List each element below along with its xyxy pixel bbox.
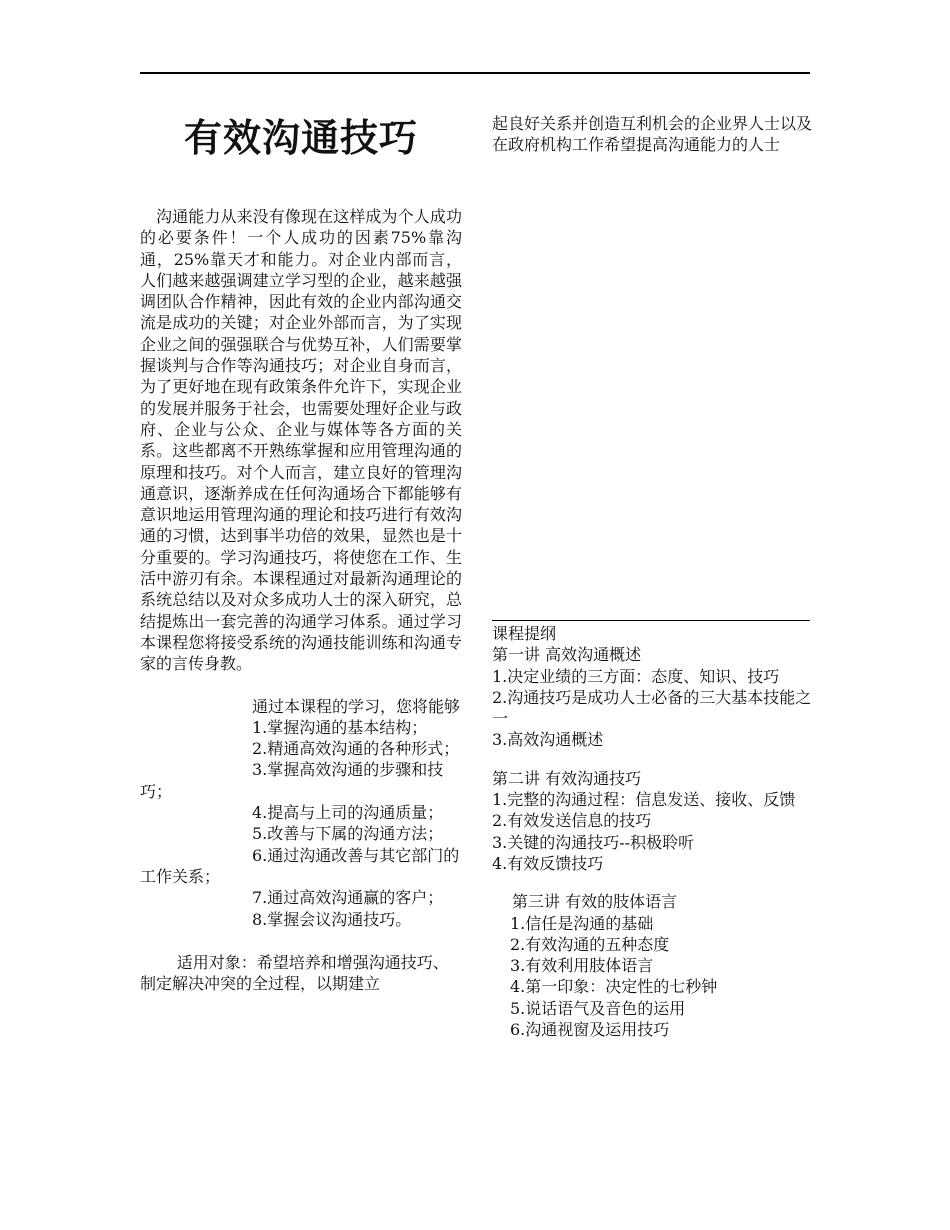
lecture-2-title: 第二讲 有效沟通技巧 <box>492 768 642 788</box>
lecture-3-item: 6.沟通视窗及运用技巧 <box>510 1020 670 1040</box>
learning-item: 2.精通高效沟通的各种形式； <box>252 739 460 759</box>
audience-paragraph: 适用对象：希望培养和增强沟通技巧、制定解决冲突的全过程，以期建立 <box>140 952 449 994</box>
lecture-3-item: 3.有效利用肢体语言 <box>510 956 654 976</box>
lecture-2-item: 4.有效反馈技巧 <box>492 853 604 873</box>
lecture-2-item: 2.有效发送信息的技巧 <box>492 811 652 831</box>
lecture-3-item: 4.第一印象：决定性的七秒钟 <box>510 977 718 997</box>
learning-item: 7.通过高效沟通赢的客户； <box>252 888 444 908</box>
document-title: 有效沟通技巧 <box>183 116 418 160</box>
learning-item: 8.掌握会议沟通技巧。 <box>252 909 412 929</box>
learning-outcomes <box>140 696 462 930</box>
header-rule <box>140 72 810 74</box>
learning-item: 1.掌握沟通的基本结构； <box>252 717 428 737</box>
lecture-1-item: 3.高效沟通概述 <box>492 730 604 750</box>
audience-paragraph-continued: 起良好关系并创造互利机会的企业界人士以及在政府机构工作希望提高沟通能力的人士 <box>492 114 813 155</box>
learning-item: 5.改善与下属的沟通方法； <box>252 824 444 844</box>
learning-item: 4.提高与上司的沟通质量； <box>252 803 444 823</box>
learning-intro: 通过本课程的学习，您将能够 <box>252 696 461 716</box>
lecture-3-item: 2.有效沟通的五种态度 <box>510 934 670 954</box>
outline-heading: 课程提纲 <box>492 624 557 643</box>
learning-item: 3.掌握高效沟通的步骤和技巧； <box>140 760 444 801</box>
learning-item: 6.通过沟通改善与其它部门的工作关系； <box>140 845 460 886</box>
left-column <box>140 110 462 994</box>
lecture-3-item: 5.说话语气及音色的运用 <box>510 998 686 1018</box>
lecture-1-item: 1.决定业绩的三方面：态度、知识、技巧 <box>492 666 780 686</box>
lecture-2-item: 3.关键的沟通技巧--积极聆听 <box>492 832 695 852</box>
outline-rule <box>492 620 810 621</box>
right-column-top <box>492 113 812 156</box>
lecture-3-title: 第三讲 有效的肢体语言 <box>512 892 678 912</box>
lecture-3-item: 1.信任是沟通的基础 <box>510 913 654 933</box>
lecture-1-title: 第一讲 高效沟通概述 <box>492 645 642 665</box>
lecture-1-item: 2.沟通技巧是成功人士必备的三大基本技能之一 <box>492 687 812 729</box>
course-outline <box>492 623 812 1040</box>
lecture-2-item: 1.完整的沟通过程：信息发送、接收、反馈 <box>492 790 796 810</box>
intro-paragraph: 沟通能力从来没有像现在这样成为个人成功的必要条件！一个人成功的因素75%靠沟通，25%靠天才和能力。对企业内部而言，人们越来越强调建立学习型的企业，越来越强调团队合作精神，因此有效的企业内部沟通交流是成功的关键；对企业外部而言，为了实现企业之间的强强联合与优势互补，人们需要掌握谈判与合作等沟通技巧；对企业自身而言，为了更好地在现有政策条件允许下，实现企业的发展并服务于社会，也需要处理好企业与政府、企业与公众、企业与媒体等各方面的关系。这些都离不开熟练掌握和应用管理沟通的原理和技巧。对个人而言，建立良好的管理沟通意识，逐渐养成在任何沟通场合下都能够有意识地运用管理沟通的理论和技巧进行有效沟通的习惯，达到事半功倍的效果，显然也是十分重要的。学习沟通技巧，将使您在工作、生活中游刃有余。本课程通过对最新沟通理论的系统总结以及对众多成功人士的深入研究，总结提炼出一套完善的沟通学习体系。通过学习本课程您将接受系统的沟通技能训练和沟通专家的言传身教。 <box>140 207 462 674</box>
